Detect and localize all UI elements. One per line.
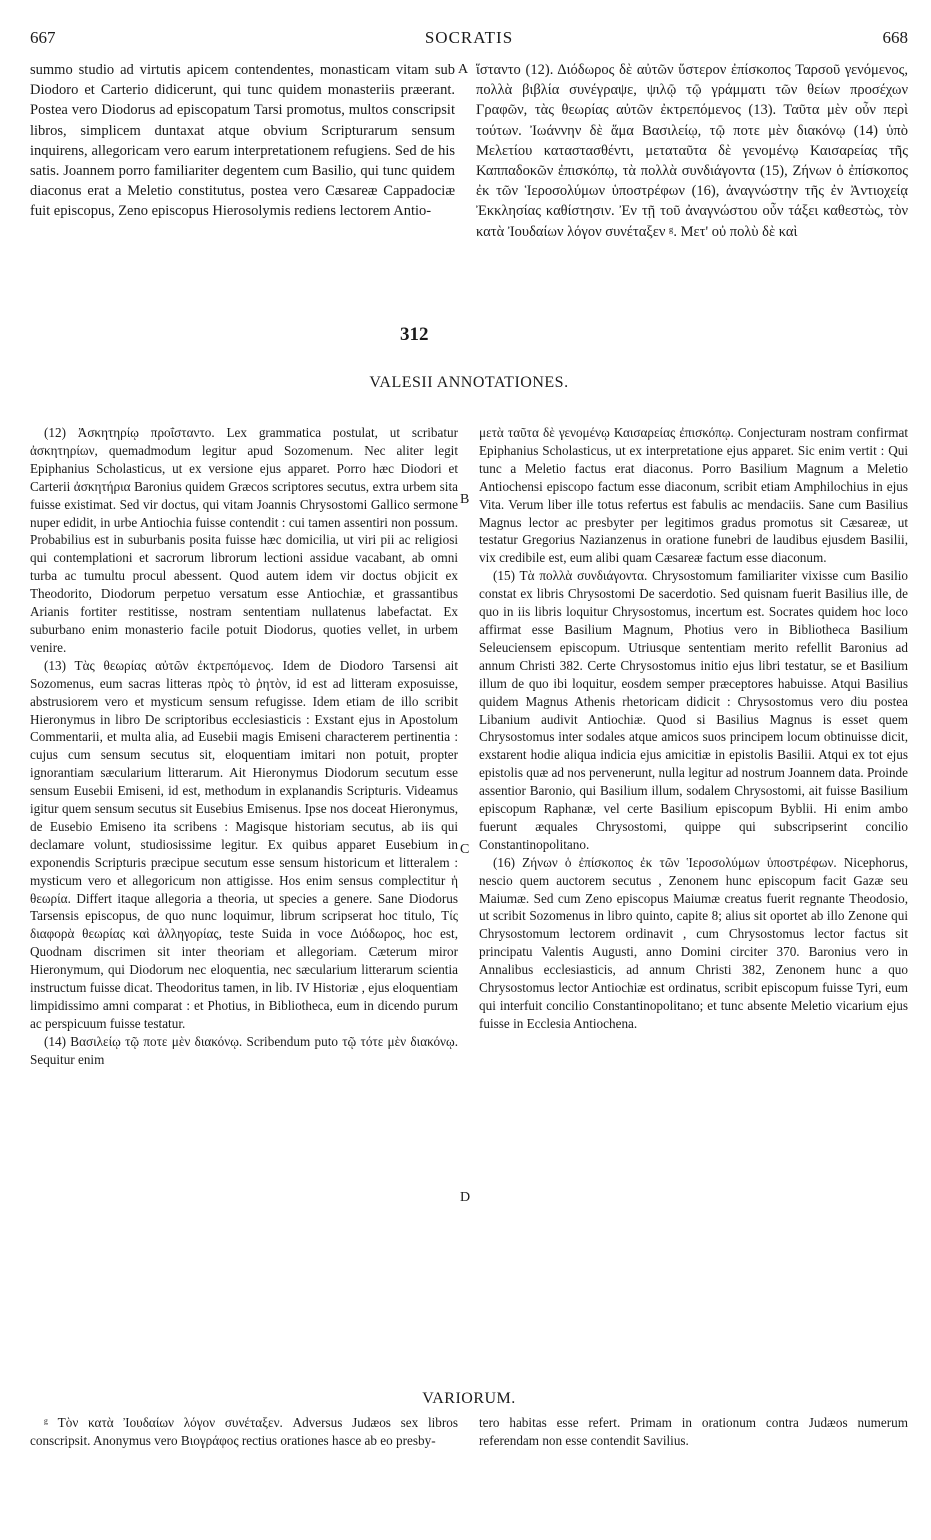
annotation-12: (12) Ἀσκητηρίῳ προΐσταντο. Lex grammatica postulat, ut scribatur ἀσκητηρίων, quemadmodum legitur apud Sozomenum. Nec aliter legit Epiphanius Scholasticus, ut ex versione ejus apparet. Porro hæc Diodori et Carterii ἀσκητήρια Baronius quidem Græcos scriptores secutus, extra urbem sita fuisse existimat. Sed vir doctus, qui vitam Joannis Chrysostomi Gallico sermone nuper edidit, in urbe Antiochia fuisse contendit : cui tamen assentiri non possum. Probabilius est in suburbanis posita fuisse hæc domicilia, ut viri pii ac religiosi qui contemplationi et sacrorum librorum lectioni assidue vacabant, ab omni turba ac tumultu procul abessent. Quod autem idem vir doctus objicit ex Theodorito, Diodorum perpetuo versatum esse Antiochiæ, et grassantibus Arianis fortiter restitisse, nostram sententiam nullatenus labefactat. Ex suburbano enim monasterio facile potuit Diodorus, quoties vellet, in urbem venire. [30,425,458,655]
valesii-right-column [479,424,908,1033]
margin-letter-c: C [460,842,470,857]
page-number-left: 667 [30,28,56,47]
page-number-right: 668 [882,28,908,47]
running-header [30,22,908,52]
variorum-note-g-continued: tero habitas esse refert. Primam in orationum contra Judæos numerum referendam non esse contendit Savilius. [479,1415,908,1448]
variorum-left-column [30,1414,458,1450]
margin-column-number: 312 [400,324,429,345]
latin-main-text: summo studio ad virtutis apicem contendentes, monasticam vitam sub Diodoro et Carterio didicerunt, qui tunc quidem monasteriis præerant. Postea vero Diodorus ad episcopatum Tarsi promotus, multos conscripsit libros, simplicem duntaxat atque obvium Scripturarum sensum inquirens, allegoricam vero earum interpretationem refugiens. Sed de his satis. Joannem porro familiariter degentem cum Basilio, qui tunc quidem diaconus erat a Meletio constitutus, postea vero Cæsareæ Cappadociæ fuit episcopus, Zeno episcopus Hierosolymis rediens lectorem Antio- [30,62,455,220]
annotation-16: (16) Ζήνων ὁ ἐπίσκοπος ἐκ τῶν Ἱεροσολύμων ὑποστρέφων. Nicephorus, nescio quem auctorem secutus , Zenonem hunc episcopum facit Gazæ seu Maiumæ. Sed cum Zeno episcopus Maiumæ creatus fuerit regnante Theodosio, ut scribit Sozomenus in libro quinto, capite 8; alius sit oportet ab illo Zenone qui Chrysostomum lectorem ordinavit , cum Chrysostomus lector factus sit principatu Valentis Augusti, anno Domini circiter 370. Baronius vero in Annalibus ecclesiasticis, ad annum Christi 382, Zenonem hunc a quo Chrysostomus lector Antiochiæ est ordinatus, scribit episcopum fuisse Tyri, eum qui interfuit concilio Constantinopolitano; et tunc absente Meletio vicarium ejus fuisse in Ecclesia Antiochena. [479,854,908,1031]
margin-letter-b: B [460,492,470,507]
variorum-note-g: ᵍ Τὸν κατὰ Ἰουδαίων λόγον συνέταξεν. Adversus Judæos sex libros conscripsit. Anonymus vero Βιογράφος rectius orationes hasce ab eo presby- [30,1415,458,1448]
annotation-14: (14) Βασιλείῳ τῷ ποτε μὲν διακόνῳ. Scribendum puto τῷ τότε μὲν διακόνῳ. Sequitur enim [30,1033,458,1067]
annotation-14-continued: μετὰ ταῦτα δὲ γενομένῳ Καισαρείας ἐπισκόπῳ. Conjecturam nostram confirmat Epiphanius Scholasticus, ut ex interpretatione ejus apparet. Sic enim vertit : Qui tunc a Meletio factus erat diaconus. Porro Basilium Magnum a Meletio Antiochensi episcopo factum esse diaconum, scribit etiam Amphilochius in ejus Vita. Verum liber ille totus refertus est fabulis ac mendaciis. Sane cum Basilius Magnus lector ac presbyter per legitimos gradus promotus sit Cæsareæ, ut testatur Gregorius Nazianzenus in oratione funebri de laudibus ejusdem Basilii, vix credibile est, eum alibi quam Cæsareæ factum esse diaconum. [479,425,908,566]
greek-main-text: ἵσταντο (12). Διόδωρος δὲ αὐτῶν ὕστερον ἐπίσκοπος Ταρσοῦ γενόμενος, πολλὰ βιβλία συνέγραψε, ψιλῷ τῷ γράμματι τῶν θείων προσέχων Γραφῶν, τὰς θεωρίας αὐτῶν ἐκτρεπόμενος (13). Ταῦτα μὲν οὖν περὶ τούτων. Ἰωάννην δὲ ἅμα Βασιλείῳ, τῷ ποτε μὲν διακόνῳ (14) ὑπὸ Μελετίου καταστασθέντι, μεταταῦτα δὲ γενομένῳ Καισαρείας τῆς Καππαδοκῶν ἐπισκόπῳ, τὰ πολλὰ συνδιάγοντα (15), Ζήνων ὁ ἐπίσκοπος ἐκ τῶν Ἱεροσολύμων ὑποστρέφων (16), ἀναγνώστην τῆς ἐν Ἀντιοχείᾳ Ἐκκλησίας καθίστησιν. Ἐν τῇ τοῦ ἀναγνώστου οὖν τάξει καθεστὼς, τὸν κατὰ Ἰουδαίων λόγον συνέταξεν ᵍ. Μετ' οὐ πολὺ δὲ καὶ [476,62,908,240]
margin-letter-a: A [458,62,469,77]
valesii-left-column [30,424,458,1069]
annotation-13: (13) Τὰς θεωρίας αὐτῶν ἐκτρεπόμενος. Idem de Diodoro Tarsensi ait Sozomenus, eum sacras litteras πρὸς τὸ ῥητὸν, id est ad litteram exposuisse, abstrusiorem vero et mysticum sensum refugisse. Idem etiam de illo scribit Hieronymus in libro De scriptoribus ecclesiasticis : Exstant ejus in Apostolum Commentarii, et multa alia, ad Eusebii magis Emiseni characterem pertinentia : cujus cum sensum secutus sit, eloquentiam imitari non potuit, propter ignorantiam sæcularium litterarum. Ait Hieronymus Diodorum secutum esse sensum Eusebii Emiseni, id est, methodum in explanandis Scripturis. Videamus igitur quem sensum secutus sit Eusebius Emisenus. Ipse nos doceat Hieronymus, de Eusebio Emiseno ita scribens : Magisque historiam secutus, ab iis qui declamare volunt, studiosissime legitur. Ex quibus apparet Eusebium in exponendis Scripturis præcipue secutum esse sensum historicum et litteralem : mysticum vero et allegoricum non attigisse. Hos enim sensus complectitur ἡ θεωρία. Differt itaque allegoria a theoria, ut species a genere. Sane Diodorus Tarsensis episcopus, de quo nunc loquimur, librum scripserat hoc titulo, Τίς διαφορὰ θεωρίας καὶ ἀλληγορίας, teste Suida in voce Διόδωρος, hoc est, Quodnam discrimen sit inter theoriam et allegoriam. Cæterum miror Hieronymum, qui Diodorum nec eloquentia, nec sæcularium litterarum scientia instructum fuisse dicat. Theodoritus tamen, in lib. IV Historiæ , ejus eloquentiam limpidissimo amni comparat : et Photius, in Bibliotheca, eum in dicendo purum ac perspicuum fuisse testatur. [30,657,458,1031]
running-title: SOCRATIS [424,28,514,47]
margin-letter-d: D [460,1190,471,1205]
valesii-title: VALESII ANNOTATIONES. [369,374,569,391]
variorum-title: VARIORUM. [422,1390,516,1407]
annotation-15: (15) Τὰ πολλὰ συνδιάγοντα. Chrysostomum familiariter vixisse cum Basilio constat ex libris Chrysostomi De sacerdotio. Sed quisnam fuerit Basilius ille, de quo in iis libris loquitur Chrysostomus, incertum est. Socrates quidem hoc loco affirmat esse Basilium Magnum, Photius vero in Bibliotheca Basilium Seleuciensem episcopum. Utriusque sententiam merito refellit Baronius ad annum Christi 382. Certe Chrysostomus initio ejus libri testatur, se et Basilium illum de quo ibi loquitur, eosdem semper præceptores habuisse. Atqui Basilius quidem Magnus Athenis rhetoricam didicit : Chrysostomus vero diu postea Libanium audivit Antiochiæ. Quod si Basilius Magnus is esset quem Chrysostomus inter sodales atque amicos suos principem locum obtinuisse dicit, exstarent hodie aliqua indicia ejus amicitiæ in epistolis Basilii. Atqui ex tot ejus epistolis quæ ad nos pervenerunt, nulla legitur ad nostrum Joannem data. Proinde assentior Baronio, qui Basilium illum, sodalem Chrysostomi, ait fuisse Basilium episcopum Raphanæ, vel certe Basilium episcopum Byblii. Hi enim ambo fuerunt æquales Chrysostomi, quippe qui subscripserint concilio Constantinopolitano. [479,568,908,852]
variorum-right-column [479,1414,908,1450]
page [30,22,908,1448]
